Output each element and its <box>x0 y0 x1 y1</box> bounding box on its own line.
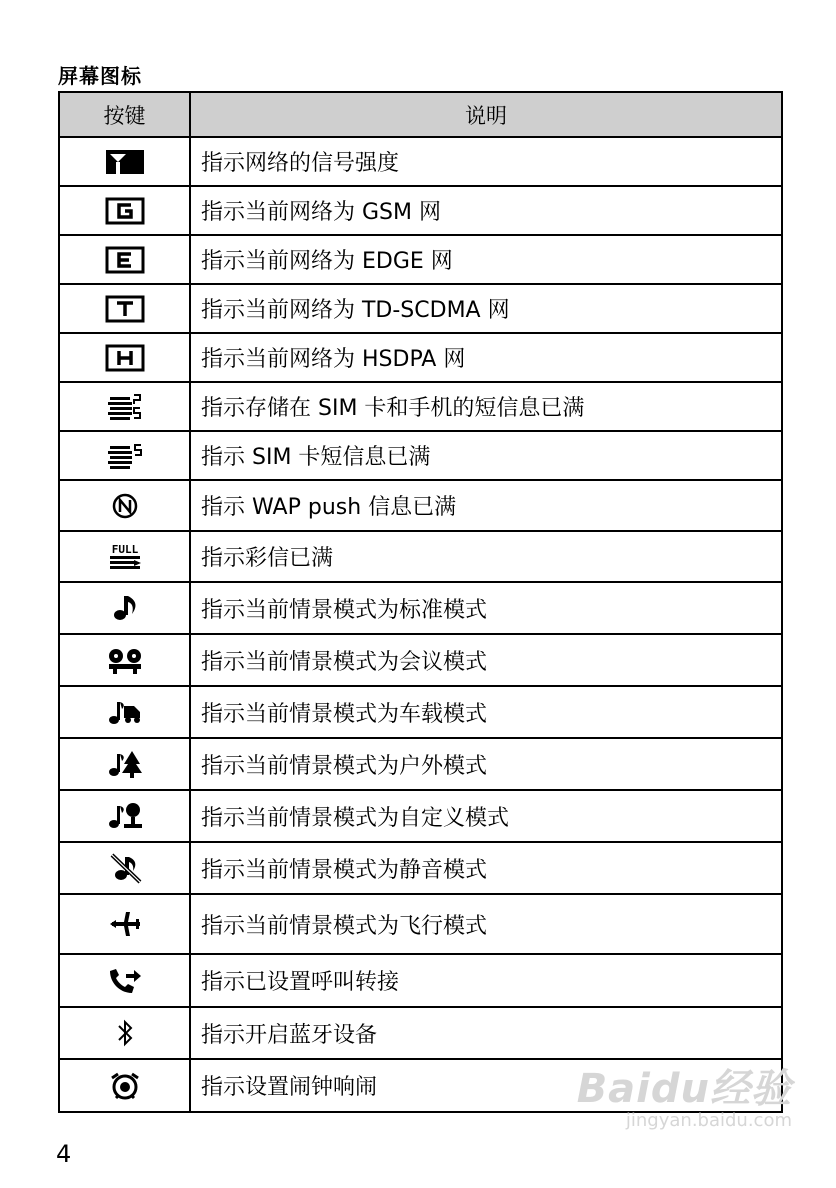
row-desc: 指示存储在 SIM 卡和手机的短信息已满 <box>190 382 782 431</box>
row-desc: 指示当前情景模式为标准模式 <box>190 582 782 634</box>
table-row <box>59 738 782 790</box>
table-row <box>59 480 782 531</box>
table-row <box>59 1007 782 1059</box>
table-header-row <box>59 92 782 137</box>
row-desc: 指示当前网络为 HSDPA 网 <box>190 333 782 382</box>
icon-table <box>58 91 783 1113</box>
sms-full-sim-icon <box>104 438 146 474</box>
table-row <box>59 634 782 686</box>
page-title: 屏幕图标 <box>58 64 142 88</box>
row-desc: 指示当前网络为 GSM 网 <box>190 186 782 235</box>
meeting-icon <box>104 642 146 678</box>
row-desc: 指示当前情景模式为飞行模式 <box>190 894 782 954</box>
edge-network-icon <box>104 242 146 278</box>
row-desc: 指示彩信已满 <box>190 531 782 582</box>
row-desc: 指示当前情景模式为自定义模式 <box>190 790 782 842</box>
row-desc: 指示 WAP push 信息已满 <box>190 480 782 531</box>
table-row <box>59 790 782 842</box>
row-desc: 指示当前网络为 EDGE 网 <box>190 235 782 284</box>
airplane-icon <box>104 906 146 942</box>
watermark-brand: Baidu经验 <box>576 1066 792 1112</box>
row-desc: 指示 SIM 卡短信息已满 <box>190 431 782 480</box>
page-number: 4 <box>56 1140 72 1168</box>
row-desc: 指示当前网络为 TD-SCDMA 网 <box>190 284 782 333</box>
row-desc: 指示当前情景模式为静音模式 <box>190 842 782 894</box>
row-desc: 指示当前情景模式为户外模式 <box>190 738 782 790</box>
music-note-icon <box>104 590 146 626</box>
silent-icon <box>104 850 146 886</box>
table-row <box>59 582 782 634</box>
table-row <box>59 954 782 1007</box>
table-row <box>59 137 782 186</box>
table-row <box>59 842 782 894</box>
person-icon <box>104 798 146 834</box>
baidu-watermark <box>577 1068 792 1132</box>
mms-full-icon <box>104 539 146 575</box>
call-forward-icon <box>104 963 146 999</box>
row-desc: 指示网络的信号强度 <box>190 137 782 186</box>
table-row <box>59 686 782 738</box>
header-key: 按键 <box>59 92 190 137</box>
table-row <box>59 894 782 954</box>
td-scdma-network-icon <box>104 291 146 327</box>
table-row <box>59 235 782 284</box>
watermark-url: jingyan.baidu.com <box>625 1110 792 1131</box>
row-desc: 指示设置闹钟响闹 <box>190 1059 782 1112</box>
table-row <box>59 531 782 582</box>
header-desc: 说明 <box>190 92 782 137</box>
table-row <box>59 382 782 431</box>
tree-icon <box>104 746 146 782</box>
row-desc: 指示当前情景模式为会议模式 <box>190 634 782 686</box>
row-desc: 指示当前情景模式为车载模式 <box>190 686 782 738</box>
row-desc: 指示已设置呼叫转接 <box>190 954 782 1007</box>
table-row <box>59 431 782 480</box>
sms-full-sim-phone-icon <box>104 389 146 425</box>
svg-text:FULL: FULL <box>111 542 138 556</box>
table-row <box>59 333 782 382</box>
car-icon <box>104 694 146 730</box>
signal-strength-icon <box>104 144 146 180</box>
hsdpa-network-icon <box>104 340 146 376</box>
alarm-clock-icon <box>104 1068 146 1104</box>
gsm-network-icon <box>104 193 146 229</box>
bluetooth-icon <box>104 1015 146 1051</box>
wap-push-full-icon <box>104 488 146 524</box>
table-row <box>59 284 782 333</box>
row-desc: 指示开启蓝牙设备 <box>190 1007 782 1059</box>
table-row <box>59 186 782 235</box>
